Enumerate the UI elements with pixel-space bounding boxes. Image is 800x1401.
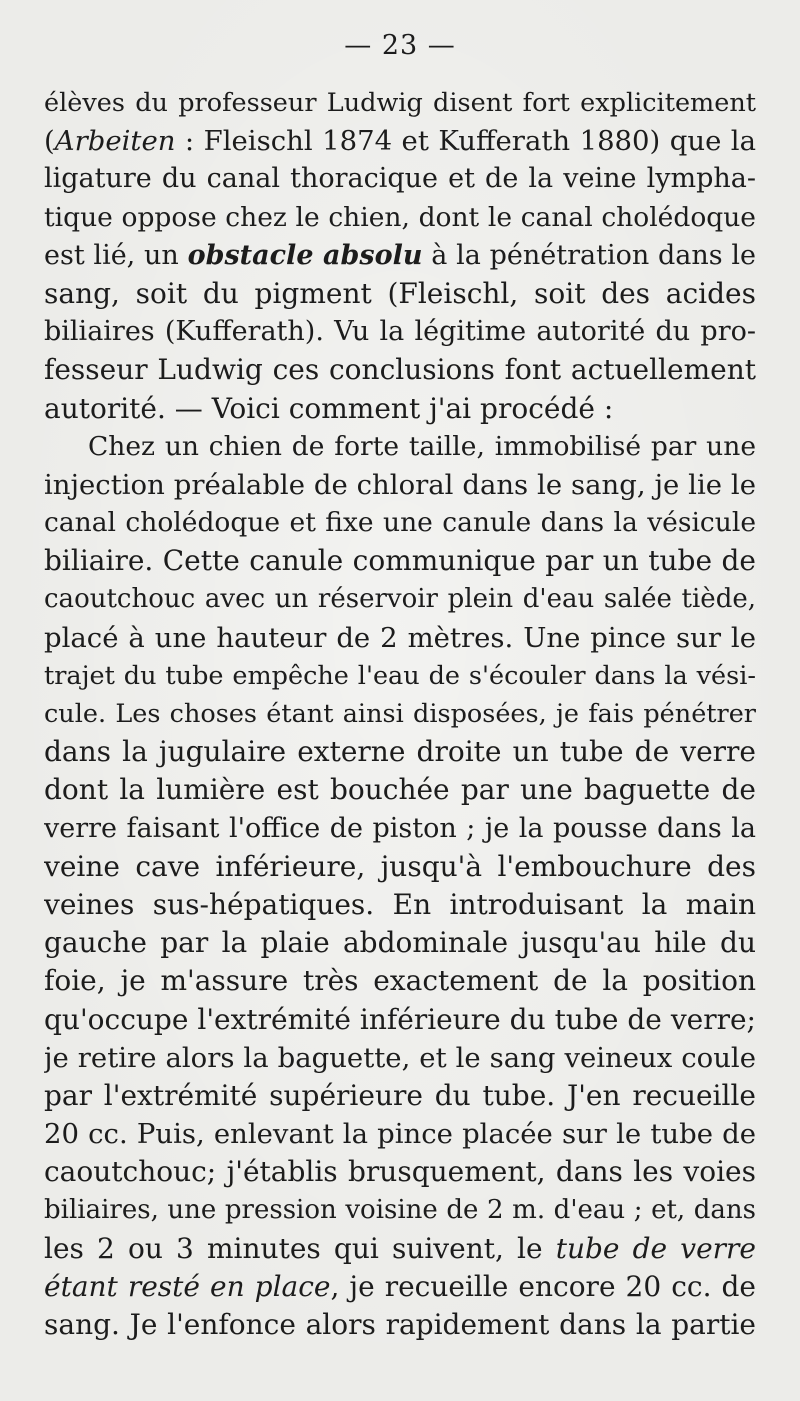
text-line: ligature du canal thoracique et de la veine lympha- [44, 163, 756, 195]
text-fragment: les 2 ou 3 minutes qui suivent, le [44, 1231, 556, 1265]
text-line: dont la lumière est bouchée par une baguette de [44, 773, 756, 807]
text-line: 20 cc. Puis, enlevant la pince placée sur le tube de [44, 1118, 756, 1151]
text-line: foie, je m'assure très exactement de la position [44, 964, 756, 998]
text-line: dans la jugulaire externe droite un tube de verre [44, 735, 756, 769]
text-line: Chez un chien de forte taille, immobilisé par une [88, 430, 756, 462]
text-line: je retire alors la baguette, et le sang veineux coule [44, 1041, 756, 1074]
text-line: fesseur Ludwig ces conclusions font actuellement [44, 353, 756, 387]
text-line: tique oppose chez le chien, dont le canal cholédoque [44, 201, 756, 233]
text-line: cule. Les choses étant ainsi disposées, je fais pénétrer [44, 699, 756, 729]
parenthesis: ( [44, 125, 55, 158]
emphasized-phrase: tube de verre [555, 1231, 756, 1265]
italic-citation: Arbeiten [54, 125, 176, 158]
text-line: trajet du tube empêche l'eau de s'écouler dans la vési- [44, 660, 756, 691]
emphasized-phrase: étant resté en place [44, 1269, 331, 1303]
text-line: injection préalable de chloral dans le sang, je lie le [44, 468, 756, 501]
text-line: biliaires, une pression voisine de 2 m. d'eau ; et, dans [44, 1195, 756, 1226]
text-fragment: , je recueille encore 20 cc. de [330, 1269, 756, 1303]
text-line: biliaire. Cette canule communique par un tube de [44, 544, 756, 578]
text-line: biliaires (Kufferath). Vu la légitime autorité du pro- [44, 316, 756, 348]
text-line [44, 237, 756, 275]
text-line: veine cave inférieure, jusqu'à l'embouchure des [44, 849, 756, 883]
text-line: élèves du professeur Ludwig disent fort explicitement [44, 88, 756, 118]
text-line: placé à une hauteur de 2 mètres. Une pince sur le [44, 621, 756, 654]
text-line: canal cholédoque et fixe une canule dans la vésicule [44, 507, 756, 539]
text-line [44, 122, 756, 160]
text-line: verre faisant l'office de piston ; je la pousse dans la [44, 812, 756, 844]
text-line: caoutchouc; j'établis brusquement, dans les voies [44, 1155, 756, 1189]
text-line: veines sus-hépatiques. En introduisant la main [44, 887, 756, 921]
body-text [44, 84, 756, 1344]
text-fragment: à la pénétration dans le [422, 239, 756, 271]
text-line: qu'occupe l'extrémité inférieure du tube de verre; [44, 1002, 756, 1036]
text-line [44, 1268, 756, 1306]
text-fragment: est lié, un [44, 239, 188, 271]
page-number: — 23 — [344, 30, 456, 61]
text-line: caoutchouc avec un réservoir plein d'eau salée tiède, [44, 584, 756, 615]
emphasized-phrase: obstacle absolu [187, 239, 423, 271]
text-line [44, 1230, 756, 1268]
text-line: gauche par la plaie abdominale jusqu'au hile du [44, 926, 756, 960]
text-line: sang. Je l'enfonce alors rapidement dans la partie [44, 1308, 756, 1341]
text-fragment: : Fleischl 1874 et Kufferath 1880) que la [175, 125, 756, 158]
text-line: par l'extrémité supérieure du tube. J'en recueille [44, 1078, 756, 1112]
text-line: autorité. — Voici comment j'ai procédé : [44, 391, 614, 425]
text-line: sang, soit du pigment (Fleischl, soit des acides [44, 276, 756, 310]
